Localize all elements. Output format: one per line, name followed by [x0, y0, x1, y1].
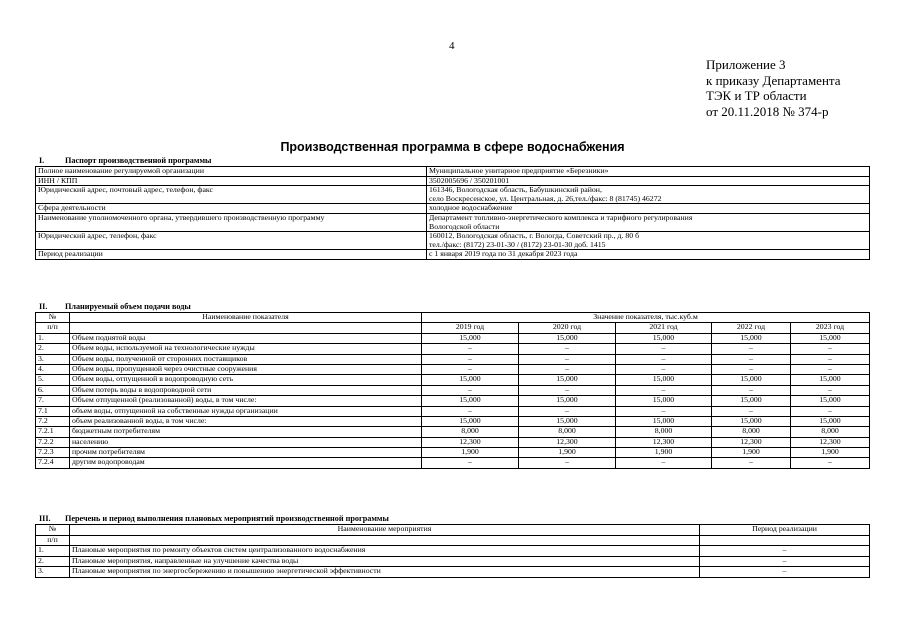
- passport-label: Юридический адрес, телефон, факс: [36, 232, 427, 250]
- indicator-name: населению: [70, 437, 422, 447]
- indicator-value: 8,000: [616, 427, 712, 437]
- table-row: [36, 333, 870, 343]
- passport-value: [427, 176, 870, 186]
- appendix-line-1: Приложение 3: [706, 57, 786, 72]
- indicator-value: 12,300: [712, 437, 791, 447]
- indicator-value: –: [422, 364, 519, 374]
- indicator-value: 12,300: [519, 437, 616, 447]
- indicator-value: –: [519, 344, 616, 354]
- table-row: [36, 448, 870, 458]
- measures-period-header: Период реализации: [700, 525, 870, 536]
- table-row: [36, 354, 870, 364]
- passport-value-line: 3502005696 / 350201001: [429, 176, 510, 185]
- row-number: 7.2.3: [36, 448, 70, 458]
- row-number: 3.: [36, 567, 70, 578]
- indicator-value: 12,300: [616, 437, 712, 447]
- col-name-header-sub: [70, 323, 422, 333]
- table-row: [36, 556, 870, 567]
- passport-value-line: Муниципальное унитарное предприятие «Березники»: [429, 166, 609, 175]
- year-header: 2020 год: [519, 323, 616, 333]
- passport-value-line: 160012, Вологодская область, г. Вологда, Советский пр., д. 80 б: [429, 231, 640, 241]
- passport-label: Юридический адрес, почтовый адрес, телефон, факс: [36, 186, 427, 204]
- passport-value-line: Департамент топливно-энергетического комплекса и тарифного регулирования: [429, 213, 693, 222]
- passport-row: [36, 167, 870, 177]
- row-number: 7.2.2: [36, 437, 70, 447]
- indicator-name: Объем потерь воды в водопроводной сети: [70, 385, 422, 395]
- indicator-value: 15,000: [712, 375, 791, 385]
- col-num-header-sub: п/п: [36, 323, 70, 333]
- appendix-line-3: ТЭК и ТР области: [706, 88, 807, 103]
- indicator-value: 15,000: [712, 396, 791, 406]
- table-row: [36, 375, 870, 385]
- row-number: 7.2.1: [36, 427, 70, 437]
- indicator-value: 15,000: [616, 375, 712, 385]
- table-row: [36, 396, 870, 406]
- passport-value: [427, 204, 870, 214]
- measure-name: Плановые мероприятия по энергосбережению и повышению энергетической эффективности: [70, 567, 700, 578]
- measures-num-header-sub: п/п: [36, 535, 70, 546]
- measure-period: –: [700, 556, 870, 567]
- row-number: 2.: [36, 556, 70, 567]
- passport-table: [35, 166, 870, 260]
- indicator-value: –: [791, 364, 870, 374]
- indicator-value: 15,000: [519, 375, 616, 385]
- indicator-value: 1,900: [616, 448, 712, 458]
- indicator-value: 15,000: [422, 375, 519, 385]
- section-3-number: III.: [39, 514, 51, 523]
- measures-table: [35, 524, 870, 578]
- section-3-heading: [35, 514, 389, 524]
- col-num-header: №: [36, 313, 70, 323]
- document-title: Производственная программа в сфере водоснабжения: [280, 140, 625, 154]
- indicator-value: –: [519, 385, 616, 395]
- indicator-value: –: [519, 406, 616, 416]
- indicator-value: 1,900: [712, 448, 791, 458]
- table-row: [36, 437, 870, 447]
- row-number: 7.2: [36, 416, 70, 426]
- row-number: 3.: [36, 354, 70, 364]
- indicator-value: –: [616, 385, 712, 395]
- appendix-line-4: от 20.11.2018 № 374-р: [706, 103, 829, 119]
- indicator-value: 15,000: [791, 333, 870, 343]
- indicator-value: 15,000: [422, 333, 519, 343]
- table-row: [36, 567, 870, 578]
- row-number: 1.: [36, 546, 70, 557]
- table-row: [36, 546, 870, 557]
- page-number: 4: [449, 40, 455, 52]
- indicator-value: –: [712, 406, 791, 416]
- passport-value-line: Вологодской области: [429, 221, 500, 231]
- row-number: 2.: [36, 344, 70, 354]
- col-name-header: Наименование показателя: [70, 313, 422, 323]
- passport-value-line: село Воскресенское, ул. Центральная, д. 26,тел./факс: 8 (81745) 46272: [429, 193, 662, 203]
- indicator-value: 15,000: [712, 416, 791, 426]
- indicator-value: 8,000: [791, 427, 870, 437]
- passport-label: Полное наименование регулируемой организации: [36, 167, 427, 177]
- indicator-value: 15,000: [712, 333, 791, 343]
- appendix-line-2: к приказу Департамента: [706, 72, 841, 88]
- indicator-value: –: [712, 344, 791, 354]
- indicator-value: –: [712, 364, 791, 374]
- table-row: [36, 406, 870, 416]
- indicator-value: –: [519, 364, 616, 374]
- passport-label: Наименование уполномоченного органа, утвердившего производственную программу: [36, 213, 427, 231]
- year-header: 2019 год: [422, 323, 519, 333]
- passport-label: ИНН / КПП: [36, 176, 427, 186]
- indicator-value: –: [616, 406, 712, 416]
- indicator-value: –: [422, 354, 519, 364]
- year-header: 2021 год: [616, 323, 712, 333]
- measures-period-header-sub: [700, 535, 870, 546]
- measures-num-header: №: [36, 525, 70, 536]
- passport-row: [36, 250, 870, 260]
- indicator-value: –: [791, 344, 870, 354]
- measures-name-header-sub: [70, 535, 700, 546]
- measures-name-header: Наименование мероприятия: [70, 525, 700, 536]
- indicator-value: 8,000: [712, 427, 791, 437]
- indicator-name: объем воды, отпущенной на собственные нужды организации: [70, 406, 422, 416]
- indicator-value: 15,000: [616, 396, 712, 406]
- passport-value-line: с 1 января 2019 года по 31 декабря 2023 года: [429, 249, 578, 259]
- indicator-value: –: [616, 364, 712, 374]
- indicator-value: –: [616, 354, 712, 364]
- row-number: 7.1: [36, 406, 70, 416]
- indicator-name: Объем воды, полученной от сторонних поставщиков: [70, 354, 422, 364]
- indicator-value: 15,000: [519, 333, 616, 343]
- section-2-heading: [35, 302, 191, 312]
- row-number: 4.: [36, 364, 70, 374]
- indicator-value: –: [422, 344, 519, 354]
- measure-name: Плановые мероприятия, направленные на улучшение качества воды: [70, 556, 700, 567]
- passport-value: [427, 186, 870, 204]
- passport-value-line: холодное водоснабжение: [429, 203, 513, 213]
- year-header: 2022 год: [712, 323, 791, 333]
- indicator-name: бюджетным потребителям: [70, 427, 422, 437]
- passport-label: Период реализации: [36, 250, 427, 260]
- row-number: 1.: [36, 333, 70, 343]
- indicator-name: Объем отпущенной (реализованной) воды, в том числе:: [70, 396, 422, 406]
- indicator-value: 15,000: [616, 333, 712, 343]
- indicator-value: 8,000: [422, 427, 519, 437]
- appendix-note: [706, 57, 841, 119]
- passport-row: [36, 232, 870, 250]
- indicator-value: 15,000: [422, 396, 519, 406]
- indicator-value: 15,000: [519, 396, 616, 406]
- indicator-value: –: [422, 458, 519, 468]
- indicator-name: прочим потребителям: [70, 448, 422, 458]
- indicator-value: 15,000: [519, 416, 616, 426]
- indicator-value: 15,000: [422, 416, 519, 426]
- passport-value: [427, 232, 870, 250]
- indicator-value: –: [791, 385, 870, 395]
- measure-period: –: [700, 567, 870, 578]
- section-1-heading: [35, 156, 211, 166]
- year-header: 2023 год: [791, 323, 870, 333]
- indicator-name: объем реализованной воды, в том числе:: [70, 416, 422, 426]
- passport-value: [427, 213, 870, 231]
- section-1-title: Паспорт производственной программы: [65, 156, 212, 165]
- table-row: [36, 458, 870, 468]
- indicator-value: 15,000: [791, 416, 870, 426]
- indicator-name: Объем воды, используемой на технологические нужды: [70, 344, 422, 354]
- passport-row: [36, 213, 870, 231]
- passport-row: [36, 186, 870, 204]
- passport-value-line: 161346, Вологодская область, Бабушкинский район,: [429, 185, 602, 195]
- table-row: [36, 416, 870, 426]
- passport-row: [36, 176, 870, 186]
- measure-period: –: [700, 546, 870, 557]
- section-2-title: Планируемый объем подачи воды: [65, 302, 191, 311]
- passport-row: [36, 204, 870, 214]
- section-2-number: II.: [39, 302, 48, 311]
- indicator-name: Объем воды, отпущенной в водопроводную сеть: [70, 375, 422, 385]
- indicator-value: –: [791, 406, 870, 416]
- section-1-number: I.: [39, 156, 45, 165]
- indicator-value: –: [616, 458, 712, 468]
- table-row: [36, 385, 870, 395]
- indicator-value: –: [519, 354, 616, 364]
- indicator-value: –: [422, 406, 519, 416]
- indicator-value: –: [712, 385, 791, 395]
- passport-value: [427, 167, 870, 177]
- table-row: [36, 344, 870, 354]
- indicator-name: другим водопроводам: [70, 458, 422, 468]
- measure-name: Плановые мероприятия по ремонту объектов систем централизованного водоснабжения: [70, 546, 700, 557]
- indicator-value: –: [791, 354, 870, 364]
- indicator-value: 1,900: [519, 448, 616, 458]
- indicator-value: –: [791, 458, 870, 468]
- indicator-value: 15,000: [791, 375, 870, 385]
- table-row: [36, 427, 870, 437]
- section-3-title: Перечень и период выполнения плановых мероприятий производственной программы: [65, 514, 389, 523]
- indicator-value: –: [712, 458, 791, 468]
- indicator-value: 12,300: [791, 437, 870, 447]
- indicator-value: –: [712, 354, 791, 364]
- row-number: 7.: [36, 396, 70, 406]
- indicator-value: 12,300: [422, 437, 519, 447]
- indicator-name: Объем воды, пропущенной через очистные сооружения: [70, 364, 422, 374]
- indicator-value: 1,900: [791, 448, 870, 458]
- indicator-value: –: [616, 344, 712, 354]
- row-number: 7.2.4: [36, 458, 70, 468]
- passport-label: Сфера деятельности: [36, 204, 427, 214]
- indicator-value: 15,000: [616, 416, 712, 426]
- col-values-header: Значение показателя, тыс.куб.м: [422, 313, 870, 323]
- indicator-value: 15,000: [791, 396, 870, 406]
- row-number: 6.: [36, 385, 70, 395]
- indicator-value: –: [519, 458, 616, 468]
- indicator-name: Объем поднятой воды: [70, 333, 422, 343]
- table-row: [36, 364, 870, 374]
- indicator-value: 1,900: [422, 448, 519, 458]
- water-volume-table: [35, 312, 870, 469]
- indicator-value: 8,000: [519, 427, 616, 437]
- passport-value: [427, 250, 870, 260]
- row-number: 5.: [36, 375, 70, 385]
- indicator-value: –: [422, 385, 519, 395]
- passport-value-line: тел./факс: (8172) 23-01-30 / (8172) 23-01-30 доб. 1415: [429, 239, 606, 249]
